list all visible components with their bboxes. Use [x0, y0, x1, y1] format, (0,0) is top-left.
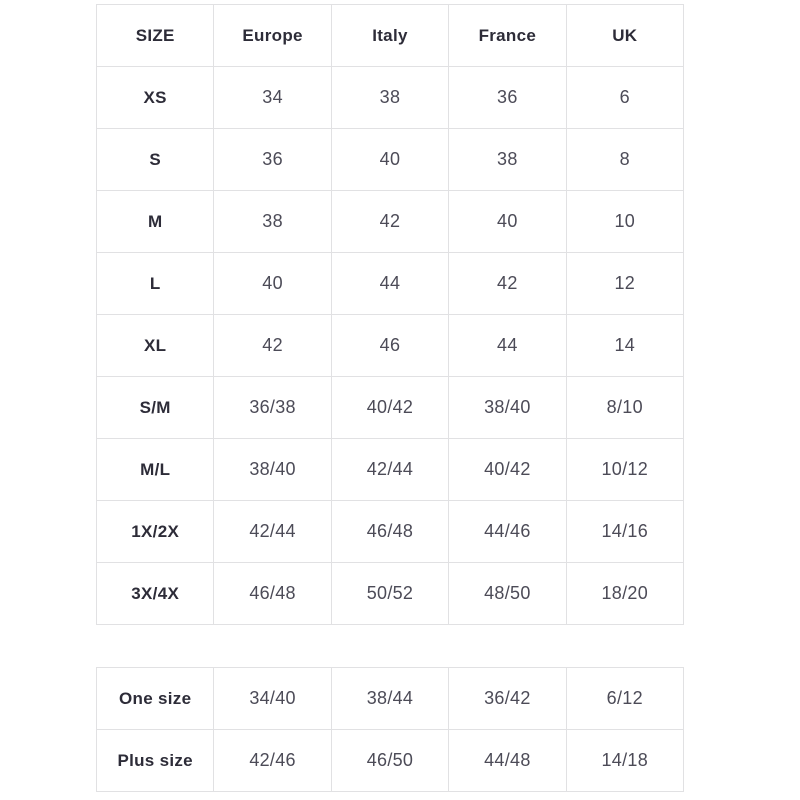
- value-cell: 44: [331, 253, 448, 315]
- table-row-l: [97, 253, 684, 315]
- value-cell: 46/48: [331, 501, 448, 563]
- value-cell: 40: [214, 253, 331, 315]
- value-cell: 38: [214, 191, 331, 253]
- value-cell: 36/42: [449, 668, 566, 730]
- size-label: S: [97, 129, 214, 191]
- value-cell: 12: [566, 253, 683, 315]
- value-cell: 10/12: [566, 439, 683, 501]
- value-cell: 42/46: [214, 730, 331, 792]
- value-cell: 8/10: [566, 377, 683, 439]
- value-cell: 40: [449, 191, 566, 253]
- column-header-europe: Europe: [214, 5, 331, 67]
- value-cell: 40: [331, 129, 448, 191]
- table-row-ml: [97, 439, 684, 501]
- value-cell: 36: [214, 129, 331, 191]
- value-cell: 10: [566, 191, 683, 253]
- value-cell: 38: [449, 129, 566, 191]
- size-label: Plus size: [97, 730, 214, 792]
- table-row-xs: [97, 67, 684, 129]
- size-label: M: [97, 191, 214, 253]
- table-row-sm: [97, 377, 684, 439]
- value-cell: 6: [566, 67, 683, 129]
- size-conversion-table: [96, 4, 684, 625]
- value-cell: 8: [566, 129, 683, 191]
- size-label: One size: [97, 668, 214, 730]
- value-cell: 42: [331, 191, 448, 253]
- value-cell: 18/20: [566, 563, 683, 625]
- column-header-italy: Italy: [331, 5, 448, 67]
- table-row-xl: [97, 315, 684, 377]
- value-cell: 14: [566, 315, 683, 377]
- size-label: XS: [97, 67, 214, 129]
- table-row-1x2x: [97, 501, 684, 563]
- value-cell: 38/44: [331, 668, 448, 730]
- value-cell: 46/50: [331, 730, 448, 792]
- value-cell: 40/42: [331, 377, 448, 439]
- value-cell: 38/40: [214, 439, 331, 501]
- header-row: [97, 5, 684, 67]
- table-row-s: [97, 129, 684, 191]
- value-cell: 44: [449, 315, 566, 377]
- value-cell: 40/42: [449, 439, 566, 501]
- value-cell: 46/48: [214, 563, 331, 625]
- table-row-plus-size: [97, 730, 684, 792]
- table-row-3x4x: [97, 563, 684, 625]
- column-header-france: France: [449, 5, 566, 67]
- value-cell: 6/12: [566, 668, 683, 730]
- size-label: L: [97, 253, 214, 315]
- size-label: S/M: [97, 377, 214, 439]
- value-cell: 46: [331, 315, 448, 377]
- value-cell: 48/50: [449, 563, 566, 625]
- table-row-m: [97, 191, 684, 253]
- value-cell: 38/40: [449, 377, 566, 439]
- size-label: XL: [97, 315, 214, 377]
- value-cell: 42/44: [214, 501, 331, 563]
- value-cell: 14/18: [566, 730, 683, 792]
- value-cell: 34/40: [214, 668, 331, 730]
- table-row-one-size: [97, 668, 684, 730]
- size-label: 3X/4X: [97, 563, 214, 625]
- value-cell: 42/44: [331, 439, 448, 501]
- value-cell: 38: [331, 67, 448, 129]
- value-cell: 36/38: [214, 377, 331, 439]
- value-cell: 42: [214, 315, 331, 377]
- value-cell: 14/16: [566, 501, 683, 563]
- column-header-uk: UK: [566, 5, 683, 67]
- size-label: M/L: [97, 439, 214, 501]
- column-header-size: SIZE: [97, 5, 214, 67]
- value-cell: 50/52: [331, 563, 448, 625]
- special-sizes-table: [96, 667, 684, 792]
- value-cell: 34: [214, 67, 331, 129]
- value-cell: 44/48: [449, 730, 566, 792]
- value-cell: 42: [449, 253, 566, 315]
- value-cell: 36: [449, 67, 566, 129]
- size-label: 1X/2X: [97, 501, 214, 563]
- value-cell: 44/46: [449, 501, 566, 563]
